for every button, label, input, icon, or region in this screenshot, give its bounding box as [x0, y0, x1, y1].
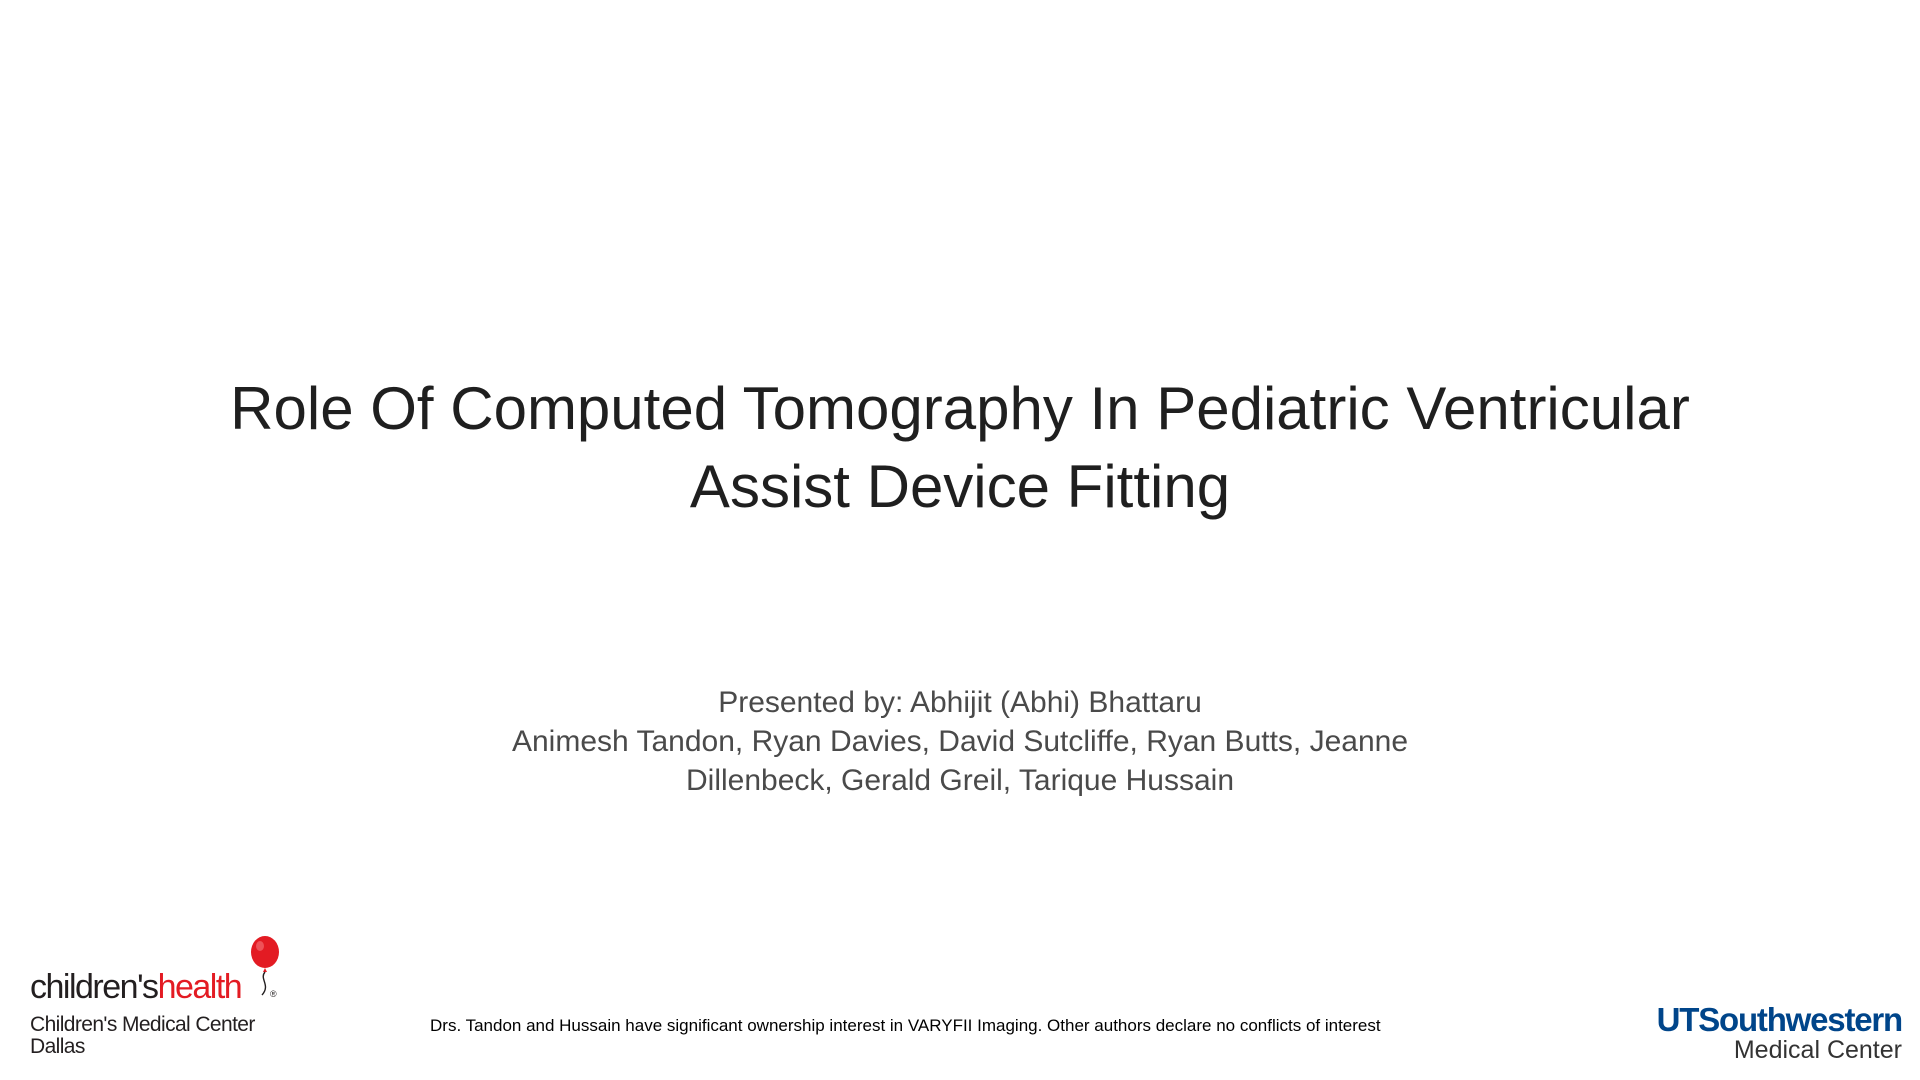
childrens-health-logo: [30, 935, 300, 1060]
presenter-line: Presented by: Abhijit (Abhi) Bhattaru: [718, 686, 1202, 719]
author-block: [0, 683, 1920, 800]
svg-text:®: ®: [270, 989, 277, 999]
conflict-disclosure: Drs. Tandon and Hussain have significant ownership interest in VARYFII Imaging. Other authors declare no conflicts of interest: [430, 1016, 1381, 1035]
slide-title: [0, 370, 1920, 526]
authors-line-1: Animesh Tandon, Ryan Davies, David Sutcliffe, Ryan Butts, Jeanne: [511, 725, 1409, 758]
childrens-health-wordmark: children'shealth: [30, 968, 242, 1006]
childrens-medical-center-label: Children's Medical Center: [30, 1013, 255, 1036]
ut-southwestern-wordmark: UTSouthwestern: [1656, 1001, 1902, 1038]
medical-center-label: Medical Center: [1733, 1036, 1902, 1064]
title-line-1: Role Of Computed Tomography In Pediatric Ventricular: [230, 375, 1690, 442]
balloon-icon: [248, 935, 284, 999]
authors-line-2: Dillenbeck, Gerald Greil, Tarique Hussain: [685, 764, 1235, 797]
title-line-2: Assist Device Fitting: [689, 453, 1231, 520]
ut-southwestern-logo: [1602, 1000, 1902, 1070]
dallas-label: Dallas: [30, 1035, 85, 1058]
